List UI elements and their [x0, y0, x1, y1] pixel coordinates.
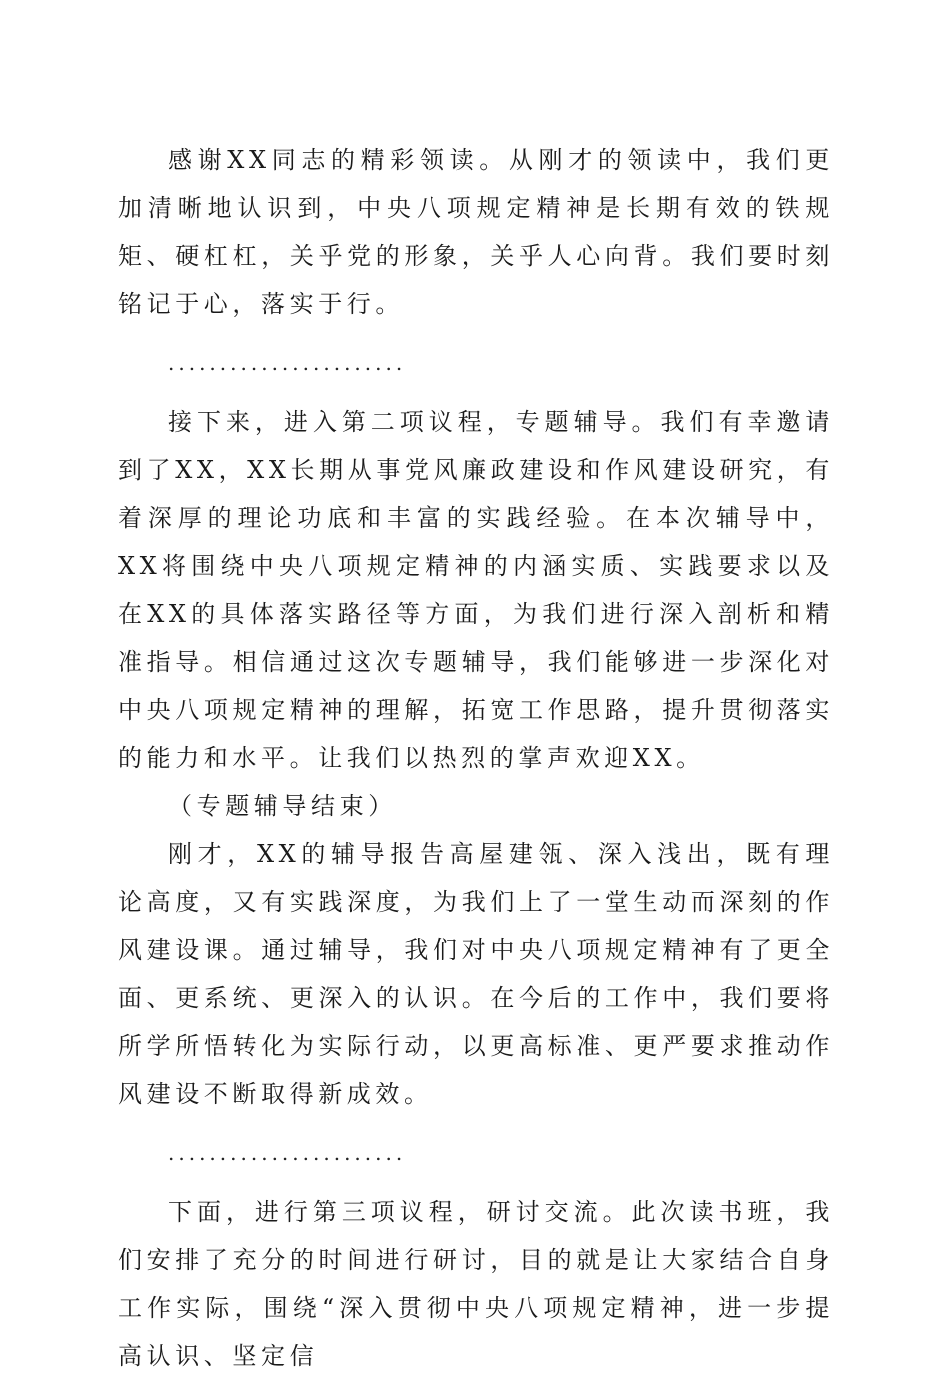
document-page	[118, 136, 834, 1380]
ellipsis-separator: .......................	[168, 1141, 407, 1165]
paragraph-summary: 刚才，XX的辅导报告高屋建瓴、深入浅出，既有理论高度，又有实践深度，为我们上了一堂生动而深刻的作风建设课。通过辅导，我们对中央八项规定精神有了更全面、更系统、更深入的认识。在今后的工作中，我们要将所学所悟转化为实际行动，以更高标准、更严要求推动作风建设不断取得新成效。	[118, 840, 834, 1108]
ellipsis-separator: .......................	[168, 351, 407, 375]
paragraph-agenda-three: 下面，进行第三项议程，研讨交流。此次读书班，我们安排了充分的时间进行研讨，目的就是让大家结合自身工作实际，围绕“深入贯彻中央八项规定精神，进一步提高认识、坚定信	[118, 1198, 834, 1370]
paragraph-thanks: 感谢XX同志的精彩领读。从刚才的领读中，我们更加清晰地认识到，中央八项规定精神是长期有效的铁规矩、硬杠杠，关乎党的形象，关乎人心向背。我们要时刻铭记于心，落实于行。	[118, 146, 834, 318]
paragraph-agenda-two: 接下来，进入第二项议程，专题辅导。我们有幸邀请到了XX，XX长期从事党风廉政建设和作风建设研究，有着深厚的理论功底和丰富的实践经验。在本次辅导中，XX将围绕中央八项规定精神的内涵实质、实践要求以及在XX的具体落实路径等方面，为我们进行深入剖析和精准指导。相信通过这次专题辅导，我们能够进一步深化对中央八项规定精神的理解，拓宽工作思路，提升贯彻落实的能力和水平。让我们以热烈的掌声欢迎XX。	[118, 408, 834, 772]
paragraph-note: （专题辅导结束）	[168, 792, 397, 820]
